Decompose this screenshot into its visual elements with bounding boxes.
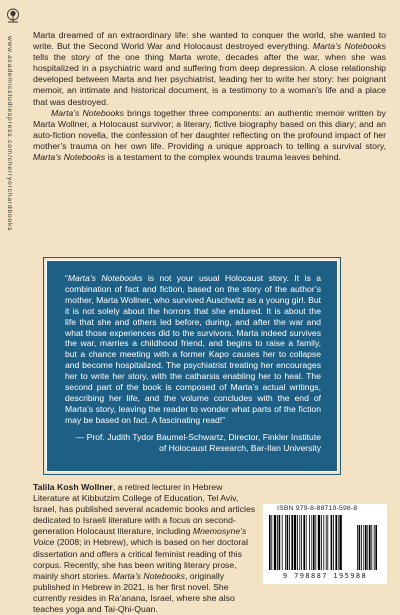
tree-logo-icon [5,8,21,24]
blurb-paragraph-2: Marta’s Notebooks brings together three components: an authentic memoir written by Marta Wollner, a Holocaust survivor; a literary, fictive biography based on this diary; and an auto-fiction novella, the confession of her daughter reflecting on the profound impact of her mother’s trauma on her own life. Providing a unique approach to telling a survival story, Marta’s Notebooks is a testament to the complex wounds trauma leaves behind. [33,107,386,163]
barcode-digits: 9 798887 195988 [282,572,368,580]
spine-strip [0,0,26,600]
barcode-icon [269,515,381,573]
author-name: Talila Kosh Wollner [33,482,113,492]
isbn-barcode [263,504,387,584]
endorsement-quote: “Marta’s Notebooks is not your usual Holocaust story. It is a combination of fact and fiction, based on the story of the author’s mother, Marta Wollner, who survived Auschwitz as a young girl. But it is not solely about the horrors that she endured. It is about the life that she and others led before, during, and after the war and what those experiences did to the survivors. Marta indeed survives the war, marries a childhood friend, and begins to raise a family, but a chance meeting with a former Kapo causes her to collapse and become hospitalized. The psychiatrist treating her encourages her to write her story, with the catharsis enabling her to heal. The second part of the book is composed of Marta’s actual writings, describing her life, and the volume concludes with the end of Marta’s story, leaving the reader to wonder what parts of the fiction may be based on fact. A fascinating read!” [65,273,321,425]
isbn-label: ISBN 979-8-88719-598-8 [277,505,358,512]
author-bio: Talila Kosh Wollner, a retired lecturer in Hebrew Literature at Kibbutzim College of Education, Tel Aviv, Israel, has published several academic books and articles dedicated to Israeli literature with a focus on second-generation Holocaust literature, including Mnemosyne’s Voice (2008; in Hebrew), which is based on her doctoral dissertation and offers a critical feminist reading of this corpus. Recently, she has been writing literary prose, mainly short stories. Marta’s Notebooks, originally published in Hebrew in 2021, is her first novel. She currently resides in Ra’anana, Israel, where she also teaches yoga and Tai-Qhi-Quan. [33,482,256,615]
endorsement-quote-box [46,260,338,472]
blurb-paragraph-1: Marta dreamed of an extraordinary life: she wanted to conquer the world, she wanted to write. But the Second World War and Holocaust destroyed everything. Marta’s Notebooks tells the story of the one thing Marta wrote, decades after the war, when she was hospitalized in a psychiatric ward and suffering from deep depression. A close relationship developed between Marta and her psychiatrist, leading her to write her story: her poignant memoir, an intimate and historical document, is a testimony to a woman’s life and a place that was destroyed. [33,30,386,107]
endorsement-attribution: — Prof. Judith Tydor Baumel-Schwartz, Director, Finkler Institute of Holocaust Research, Bar-Ilan University [75,431,321,453]
blurb [33,30,386,163]
publisher-url[interactable]: www.academicstudiespress.com/cherryorchardbooks [6,36,13,232]
